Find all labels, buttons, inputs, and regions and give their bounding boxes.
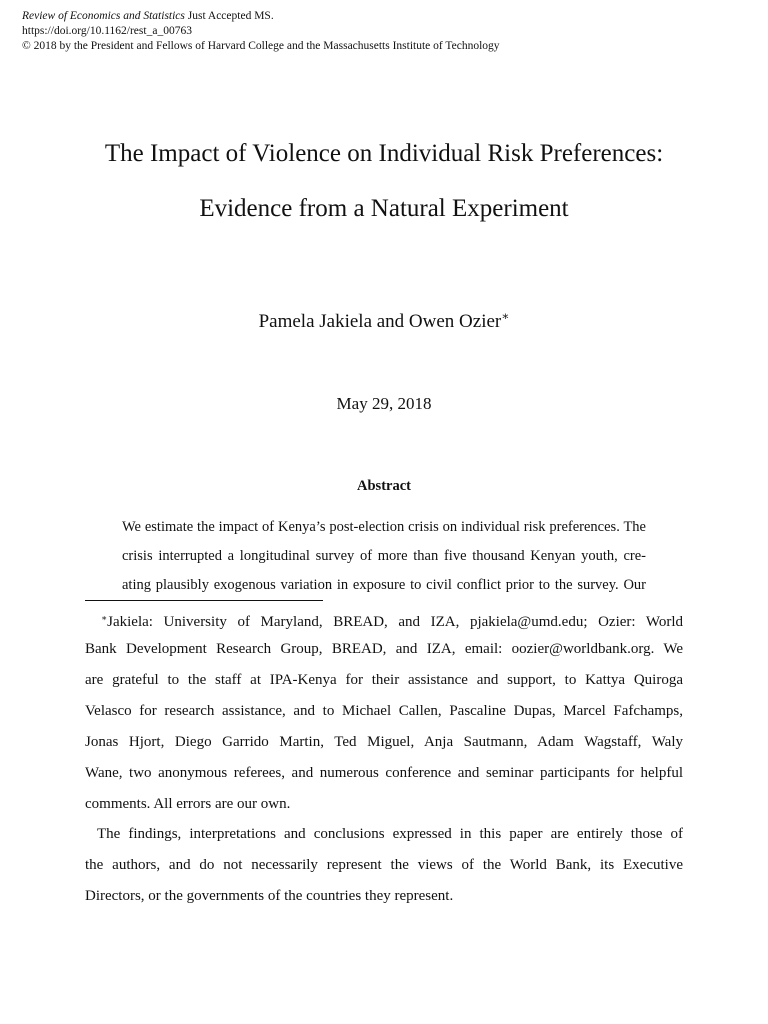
abstract-body: [122, 513, 646, 600]
footnote-affiliations: [85, 603, 683, 820]
footnote-line: Bank Development Research Group, BREAD, and IZA, email: oozier@worldbank.org. We: [85, 641, 683, 657]
accepted-status: Just Accepted MS.: [184, 10, 274, 22]
footnote-line: Jonas Hjort, Diego Garrido Martin, Ted Miguel, Anja Sautmann, Adam Wagstaff, Waly: [85, 734, 683, 750]
abstract-line: crisis interrupted a longitudinal survey of more than five thousand Kenyan youth, cre-: [122, 548, 646, 564]
footnote-line: comments. All errors are our own.: [85, 796, 291, 812]
author-footnote-mark: ∗: [501, 309, 510, 323]
footnote-line-text: Jakiela: University of Maryland, BREAD, and IZA, pjakiela@umd.edu; Ozier: World: [107, 614, 683, 630]
author-names: Pamela Jakiela and Owen Ozier: [258, 311, 502, 332]
footnote-line: Directors, or the governments of the countries they represent.: [85, 888, 454, 904]
paper-date: May 29, 2018: [336, 394, 432, 413]
abstract-heading: Abstract: [357, 478, 411, 494]
author-list: [0, 309, 768, 333]
paper-title-line-2: Evidence from a Natural Experiment: [199, 195, 569, 222]
footnote-line-text: The findings, interpretations and conclusions expressed in this paper are entirely those of: [97, 826, 683, 842]
footnote-line: Velasco for research assistance, and to Michael Callen, Pascaline Dupas, Marcel Fafchamps,: [85, 703, 683, 719]
footnote-disclaimer: [85, 819, 683, 912]
footnote-line: [85, 819, 683, 850]
footnote-rule: [85, 600, 323, 601]
footnote-line: the authors, and do not necessarily represent the views of the World Bank, its Executive: [85, 857, 683, 873]
paper-title-line-1: The Impact of Violence on Individual Risk Preferences:: [104, 140, 664, 167]
doi-link[interactable]: https://doi.org/10.1162/rest_a_00763: [22, 25, 192, 37]
abstract-line: ating plausibly exogenous variation in exposure to civil conflict prior to the survey. Our: [122, 577, 646, 593]
journal-header: [22, 9, 500, 54]
footnote-line: are grateful to the staff at IPA-Kenya for their assistance and support, to Kattya Quiroga: [85, 672, 683, 688]
footnote-line: Wane, two anonymous referees, and numerous conference and seminar participants for helpful: [85, 765, 683, 781]
copyright-line: © 2018 by the President and Fellows of Harvard College and the Massachusetts Institute of Technology: [22, 40, 500, 52]
footnote-mark: ∗: [101, 613, 108, 623]
footnote-line: [85, 603, 683, 634]
journal-name: Review of Economics and Statistics: [22, 10, 185, 22]
journal-status-line: [22, 9, 500, 24]
abstract-line: We estimate the impact of Kenya’s post-election crisis on individual risk preferences. The: [122, 519, 646, 535]
